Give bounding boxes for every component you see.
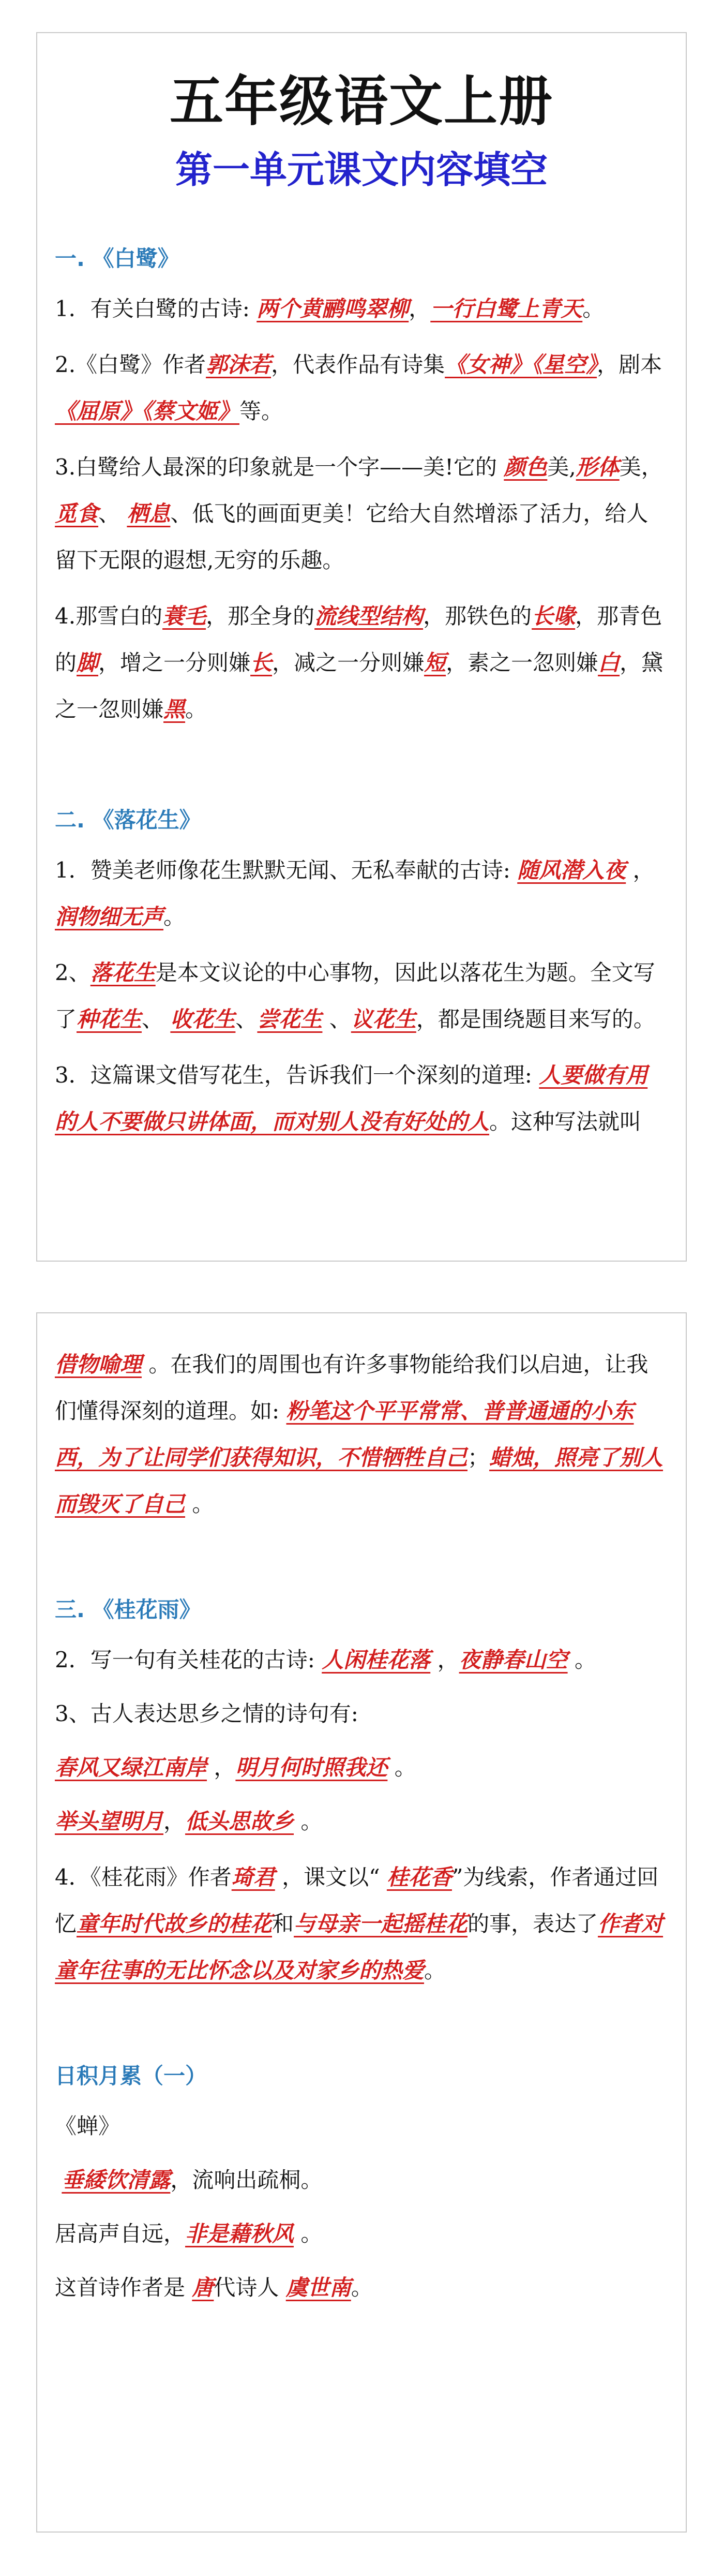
answer-blank: 《屈原》《蔡文姬》 xyxy=(55,398,240,424)
question-text: 4.那雪白的 xyxy=(55,603,163,629)
poem-title xyxy=(55,2103,668,2150)
question-text: ，那青色的 xyxy=(55,603,662,675)
question-text: ， xyxy=(430,1647,459,1672)
question-3-2 xyxy=(55,1637,668,1683)
poem-title-text: 《蝉》 xyxy=(55,2113,120,2139)
answer-blank: 流线型结构 xyxy=(314,603,424,629)
question-text: 。 xyxy=(351,2274,373,2300)
question-1-1 xyxy=(55,286,668,332)
answer-blank: 唐 xyxy=(192,2274,214,2300)
answer-blank: 明月何时照我还 xyxy=(235,1754,388,1780)
question-text: 、 xyxy=(98,500,127,526)
answer-blank: 与母亲一起摇桂花 xyxy=(294,1911,468,1936)
answer-blank: 非是藉秋风 xyxy=(185,2220,294,2246)
section-heading-luohuasheng: 二. 《落花生》 xyxy=(55,807,201,833)
answer-blank: 一行白鹭上青天 xyxy=(430,295,583,321)
document-subtitle: 第一单元课文内容填空 xyxy=(175,147,548,191)
answer-blank: 《女神》《星空》 xyxy=(445,351,597,377)
question-text: 1．有关白鹭的古诗: xyxy=(55,295,257,321)
answer-blank: 人闲桂花落 xyxy=(322,1647,431,1672)
question-text: ，都是围绕题目来写的。 xyxy=(416,1006,655,1032)
answer-blank: 童年时代故乡的桂花 xyxy=(77,1911,273,1936)
question-text: 、 xyxy=(142,1006,171,1032)
answer-blank: 收花生 xyxy=(170,1006,236,1032)
answer-blank: 润物细无声 xyxy=(55,904,164,929)
question-2-2 xyxy=(55,950,668,1043)
question-3-3-line-1 xyxy=(55,1744,668,1791)
question-text: 。在我们的周围也有许多事物能给我们以启迪，让我们懂得深刻的道理。如: xyxy=(55,1352,648,1424)
question-text: 美, xyxy=(547,454,576,480)
question-2-3-continued xyxy=(55,1341,668,1528)
page-1 xyxy=(36,32,687,1262)
question-2-1 xyxy=(55,847,668,940)
question-text: ，素之一忽则嫌 xyxy=(446,649,598,675)
answer-blank: 议花生 xyxy=(351,1006,416,1032)
question-text: 1．赞美老师像花生默默无闻、无私奉献的古诗: xyxy=(55,857,518,883)
answer-blank: 种花生 xyxy=(77,1006,142,1032)
answer-blank: 黑 xyxy=(163,696,186,722)
question-text: 等。 xyxy=(239,398,283,424)
answer-blank: 春风又绿江南岸 xyxy=(55,1754,207,1780)
question-text: 2．写一句有关桂花的古诗: xyxy=(55,1647,322,1672)
question-text: ，减之一分则嫌 xyxy=(272,649,425,675)
answer-blank: 垂緌饮清露 xyxy=(62,2167,171,2193)
answer-blank: 随风潜入夜 xyxy=(517,857,626,883)
poem-line-1 xyxy=(55,2157,668,2203)
question-text: 。这种写法就叫 xyxy=(489,1108,642,1134)
question-text: 代诗人 xyxy=(214,2274,286,2300)
answer-blank: 郭沫若 xyxy=(206,351,272,377)
question-1-2 xyxy=(55,342,668,435)
answer-blank: 尝花生 xyxy=(257,1006,323,1032)
question-text: ， xyxy=(409,295,431,321)
answer-blank: 虞世南 xyxy=(285,2274,351,2300)
question-text: ； xyxy=(467,1445,490,1470)
answer-blank: 粉笔这个平平常常、普普通通的小东西，为了让同学们获得知识，不惜牺牲自己 xyxy=(55,1398,634,1470)
question-text: 3．这篇课文借写花生，告诉我们一个深刻的道理: xyxy=(55,1062,539,1088)
question-2-3 xyxy=(55,1052,668,1145)
question-text: 。 xyxy=(185,1491,214,1517)
question-text: ， xyxy=(626,857,655,883)
question-text: ， xyxy=(207,1754,236,1780)
answer-blank: 借物喻理 xyxy=(55,1352,142,1377)
question-text: 、低飞的画面更美！它给大自然增添了活力，给人留下无限的遐想,无穷的乐趣。 xyxy=(55,500,648,573)
answer-blank: 长 xyxy=(250,649,273,675)
poem-line-2 xyxy=(55,2211,668,2257)
answer-blank: 作者对童年往事的无比怀念以及对家乡的热爱 xyxy=(55,1911,663,1983)
poem-author-line xyxy=(55,2264,668,2311)
question-text: 。 xyxy=(424,1957,446,1983)
question-3-4 xyxy=(55,1854,668,1994)
question-text: ，那全身的 xyxy=(206,603,315,629)
answer-blank: 白 xyxy=(598,649,620,675)
answer-blank: 人要做有用的人不要做只讲体面，而对别人没有好处的人 xyxy=(55,1062,648,1134)
question-text: ，黛之一忽则嫌 xyxy=(55,649,663,722)
question-text xyxy=(55,2167,62,2193)
question-text: 2.《白鹭》作者 xyxy=(55,351,206,377)
answer-blank: 脚 xyxy=(77,649,99,675)
answer-blank: 觅食 xyxy=(55,500,99,526)
question-text: ，增之一分则嫌 xyxy=(98,649,251,675)
question-text: 居高声自远， xyxy=(55,2220,186,2246)
question-1-4 xyxy=(55,593,668,733)
document-title: 五年级语文上册 xyxy=(169,69,553,133)
question-1-3 xyxy=(55,444,668,584)
question-text: ，代表作品有诗集 xyxy=(271,351,445,377)
question-text: ，流响出疏桐。 xyxy=(170,2167,323,2193)
question-text: ，剧本 xyxy=(597,351,662,377)
question-text: 。 xyxy=(567,1647,596,1672)
question-text: 。 xyxy=(387,1754,416,1780)
answer-blank: 两个黄鹂鸣翠柳 xyxy=(257,295,409,321)
question-text: 。 xyxy=(294,2220,323,2246)
answer-blank: 蓑毛 xyxy=(162,603,206,629)
question-3-3 xyxy=(55,1691,668,1737)
answer-blank: 短 xyxy=(424,649,446,675)
question-text: 美， xyxy=(619,454,663,480)
section-heading-guihuayu: 三. 《桂花雨》 xyxy=(55,1597,201,1622)
question-text: ，那铁色的 xyxy=(423,603,532,629)
answer-blank: 形体 xyxy=(576,454,620,480)
question-text: 2、 xyxy=(55,959,90,985)
question-text: 、 xyxy=(322,1006,351,1032)
answer-blank: 颜色 xyxy=(504,454,548,480)
question-text: 的事，表达了 xyxy=(467,1911,598,1936)
question-text: 。 xyxy=(294,1808,323,1834)
section-heading-bailu: 一. 《白鹭》 xyxy=(55,246,179,272)
answer-blank: 夜静春山空 xyxy=(459,1647,568,1672)
question-text: ”为线索，作者通过回忆 xyxy=(55,1864,659,1936)
question-text: ， xyxy=(163,1808,186,1834)
answer-blank: 落花生 xyxy=(90,959,156,985)
answer-blank: 桂花香 xyxy=(386,1864,452,1890)
answer-blank: 琦君 xyxy=(231,1864,275,1890)
answer-blank: 栖息 xyxy=(127,500,171,526)
question-text: 。 xyxy=(163,904,186,929)
question-text: 和 xyxy=(272,1911,294,1936)
question-text: 、 xyxy=(235,1006,258,1032)
question-text: 3.白鹭给人最深的印象就是一个字——美!它的 xyxy=(55,454,504,480)
question-text: 。 xyxy=(185,696,207,722)
answer-blank: 长喙 xyxy=(532,603,576,629)
question-text: 。 xyxy=(582,295,605,321)
section-heading-rijiyuelei: 日积月累（一） xyxy=(55,2063,207,2089)
question-text: 是本文议论的中心事物，因此以落花生为题。全文写了 xyxy=(55,959,655,1032)
question-text: ，课文以“ xyxy=(275,1864,387,1890)
question-text: 这首诗作者是 xyxy=(55,2274,192,2300)
question-3-3-line-2 xyxy=(55,1798,668,1845)
question-text: 4．《桂花雨》作者 xyxy=(55,1864,232,1890)
answer-blank: 低头思故乡 xyxy=(185,1808,294,1834)
answer-blank: 举头望明月 xyxy=(55,1808,164,1834)
page-2 xyxy=(36,1312,687,2533)
answer-blank: 蜡烛，照亮了别人而毁灭了自己 xyxy=(55,1445,663,1517)
question-text: 3、古人表达思乡之情的诗句有: xyxy=(55,1700,358,1726)
